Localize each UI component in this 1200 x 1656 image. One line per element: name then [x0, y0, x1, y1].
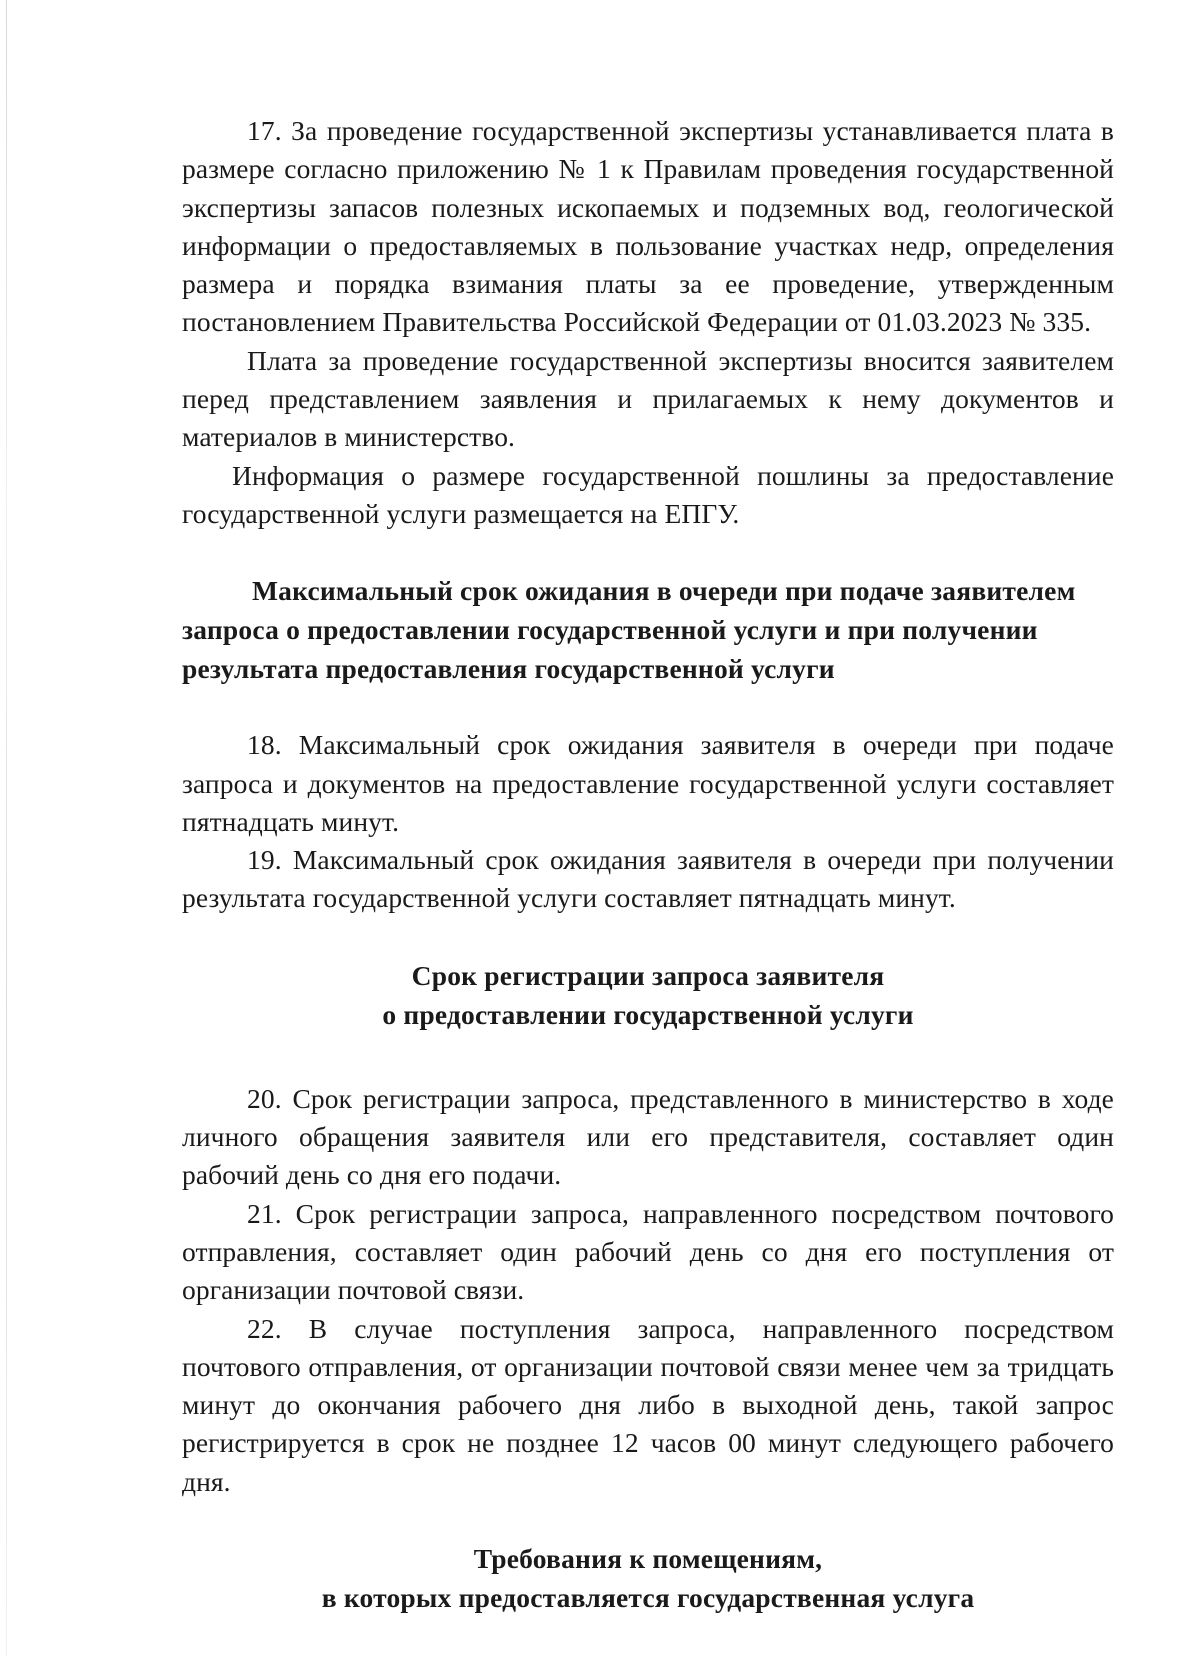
paragraph-17: 17. За проведение государственной экспертизы устанавливается плата в размере согласно приложению № 1 к Правилам проведения государственной экспертизы запасов полезных ископаемых и подземных вод, геологической информации о предоставляемых в пользование участках недр, определения размера и порядка взимания платы за ее проведение, утвержденным постановлением Правительства Российской Федерации от 01.03.2023 № 335.: [182, 115, 1114, 338]
heading-registration-line-2: о предоставлении государственной услуги: [382, 998, 914, 1030]
paragraph-17-payment: Плата за проведение государственной экспертизы вносится заявителем перед представлением заявления и прилагаемых к нему документов и материалов в министерство.: [182, 344, 1114, 453]
scan-edge-line: [6, 0, 7, 1656]
paragraph-17-info: Информация о размере государственной пошлины за предоставление государственной услуги размещается на ЕПГУ.: [182, 459, 1114, 529]
paragraph-21: 21. Срок регистрации запроса, направленного посредством почтового отправления, составляет один рабочий день со дня его поступления от организации почтовой связи.: [182, 1197, 1114, 1306]
heading-premises-requirements: [182, 1539, 1114, 1617]
heading-queue-line-3: результата предоставления государственной услуги: [182, 653, 835, 685]
heading-queue-line-1: Максимальный срок ожидания в очереди при подаче заявителем: [252, 575, 1076, 607]
heading-premises-line-2: в которых предоставляется государственная услуга: [321, 1582, 975, 1614]
heading-queue-line-2: запроса о предоставлении государственной услуги и при получении: [182, 614, 1038, 646]
heading-registration-time: [182, 956, 1114, 1034]
heading-queue-waiting-time: [182, 571, 1114, 688]
document-body: [182, 112, 1114, 1617]
paragraph-22: 22. В случае поступления запроса, направленного посредством почтового отправления, от организации почтовой связи менее чем за тридцать минут до окончания рабочего дня либо в выходной день, такой запрос регистрируется в срок не позднее 12 часов 00 минут следующего рабочего дня.: [182, 1312, 1114, 1497]
heading-premises-line-1: Требования к помещениям,: [473, 1543, 823, 1575]
paragraph-19: 19. Максимальный срок ожидания заявителя в очереди при получении результата государственной услуги составляет пятнадцать минут.: [182, 844, 1114, 914]
heading-registration-line-1: Срок регистрации запроса заявителя: [411, 959, 885, 991]
paragraph-18: 18. Максимальный срок ожидания заявителя в очереди при подаче запроса и документов на предоставление государственной услуги составляет пятнадцать минут.: [182, 729, 1114, 837]
paragraph-20: 20. Срок регистрации запроса, представленного в министерство в ходе личного обращения заявителя или его представителя, составляет один рабочий день со дня его подачи.: [182, 1082, 1114, 1191]
